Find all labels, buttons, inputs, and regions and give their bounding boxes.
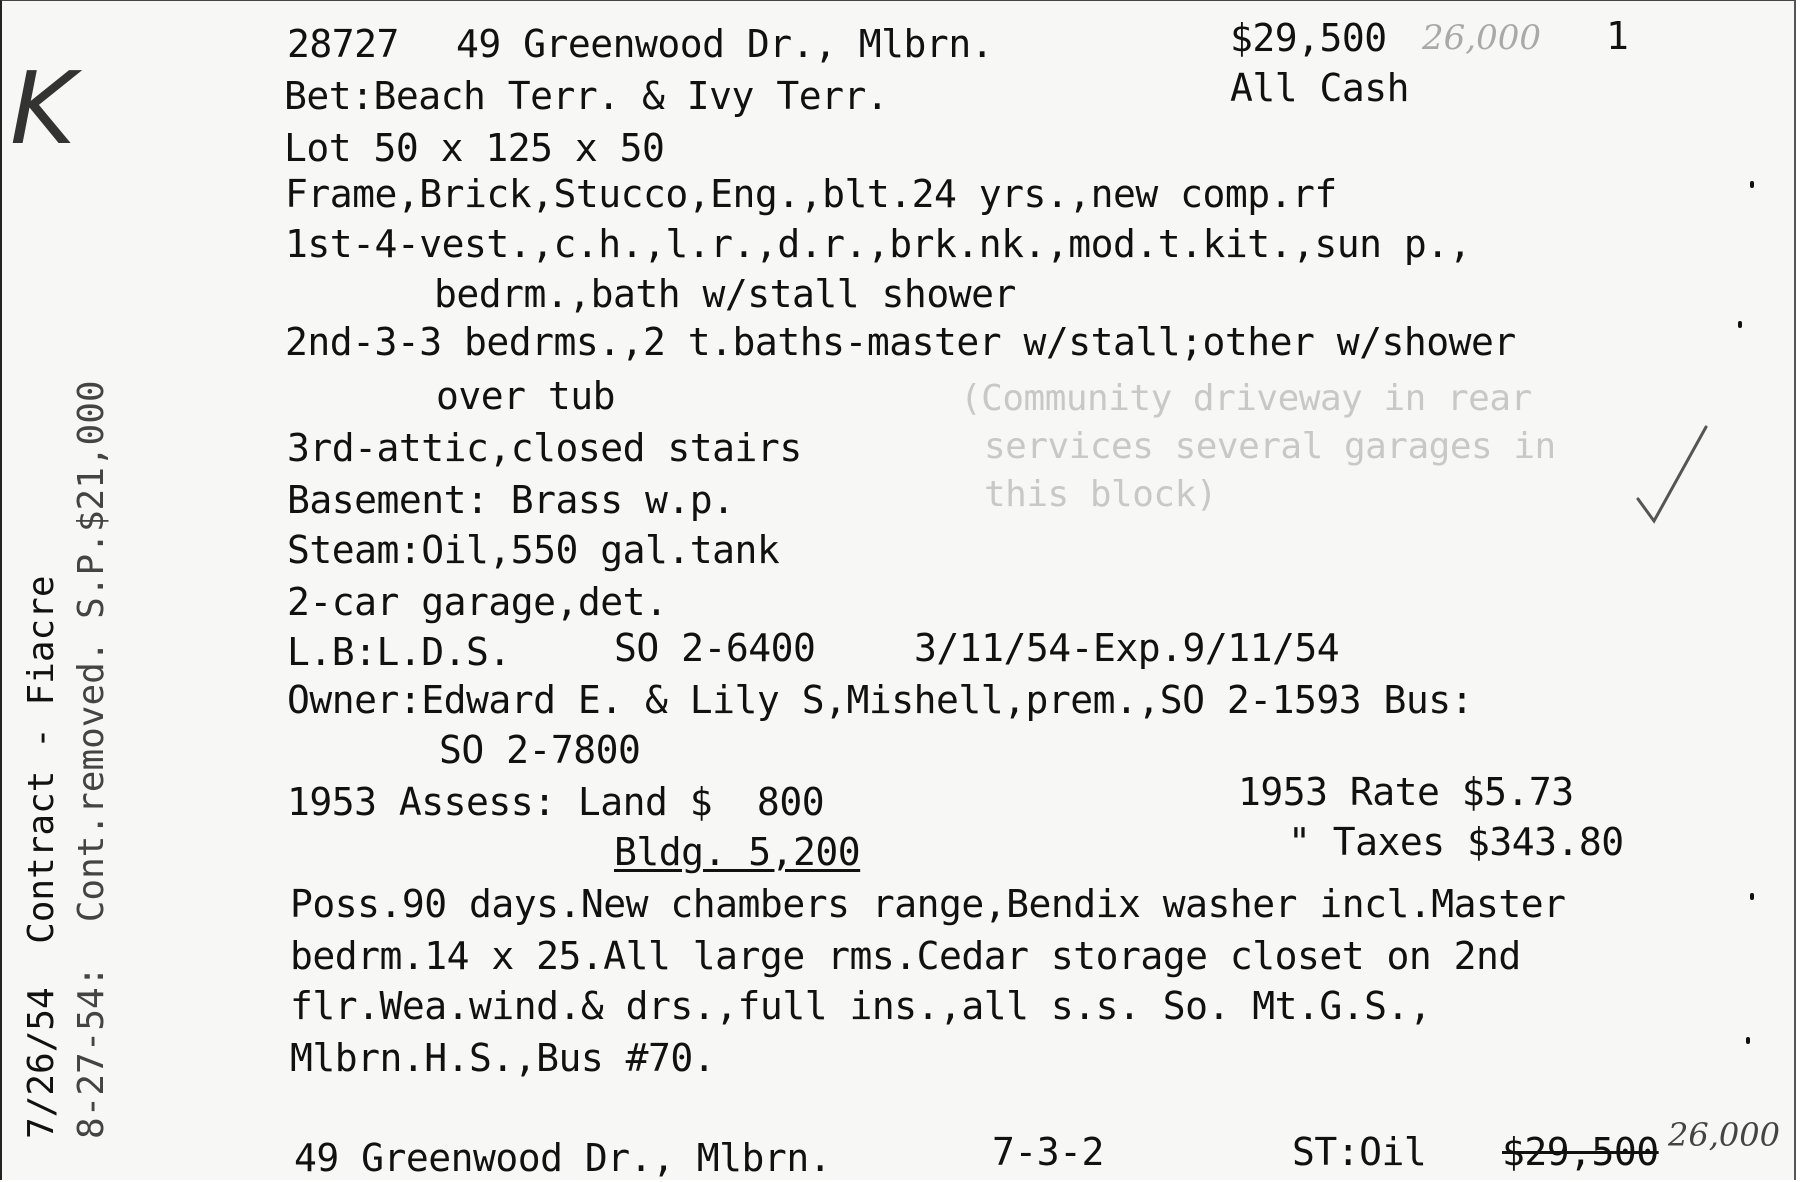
assessment-land: 1953 Assess: Land $ 800: [287, 780, 825, 824]
remarks-line-4: Mlbrn.H.S.,Bus #70.: [290, 1036, 716, 1080]
community-note-line-3: this block): [984, 474, 1217, 515]
taxes: " Taxes $343.80: [1288, 820, 1624, 864]
cross-streets: Bet:Beach Terr. & Ivy Terr.: [284, 74, 889, 118]
footer-price-struck: $29,500: [1502, 1130, 1659, 1174]
card-number: 1: [1606, 14, 1629, 58]
remarks-line-3: flr.Wea.wind.& drs.,full ins.,all s.s. So. Mt.G.S.,: [290, 984, 1432, 1028]
construction: Frame,Brick,Stucco,Eng.,blt.24 yrs.,new comp.rf: [285, 172, 1337, 216]
side-contract-removed-note: 8-27-54: Cont.removed. S.P.$21,000: [71, 380, 112, 1139]
remarks-line-2: bedrm.14 x 25.All large rms.Cedar storage closet on 2nd: [290, 934, 1521, 978]
owner-line-1: Owner:Edward E. & Lily S,Mishell,prem.,SO 2-1593 Bus:: [287, 678, 1474, 722]
community-note-line-1: (Community driveway in rear: [960, 378, 1532, 419]
side-contract-note: 7/26/54 Contract - Fiacre: [21, 575, 62, 1139]
owner-line-2: SO 2-7800: [439, 728, 641, 772]
garage: 2-car garage,det.: [287, 580, 668, 624]
lot-size: Lot 50 x 125 x 50: [284, 126, 665, 170]
listing-broker: L.B:L.D.S.: [287, 630, 511, 674]
first-floor-line-1: 1st-4-vest.,c.h.,l.r.,d.r.,brk.nk.,mod.t.kit.,sun p.,: [285, 222, 1472, 266]
second-floor-line-2: over tub: [436, 374, 616, 418]
asking-price: $29,500: [1230, 16, 1387, 60]
handwritten-k-mark: K: [10, 50, 76, 167]
footer-room-count: 7-3-2: [992, 1130, 1104, 1174]
broker-phone: SO 2-6400: [614, 626, 816, 670]
margin-dot: [1750, 893, 1754, 900]
margin-dot: [1746, 1037, 1750, 1044]
community-note-line-2: services several garages in: [984, 426, 1556, 467]
property-address: 49 Greenwood Dr., Mlbrn.: [456, 22, 994, 66]
third-floor: 3rd-attic,closed stairs: [287, 426, 802, 470]
tax-rate: 1953 Rate $5.73: [1238, 770, 1574, 814]
footer-heating: ST:Oil: [1292, 1130, 1427, 1174]
first-floor-line-2: bedrm.,bath w/stall shower: [434, 272, 1016, 316]
footer-address: 49 Greenwood Dr., Mlbrn.: [294, 1136, 832, 1180]
terms: All Cash: [1230, 66, 1410, 110]
checkmark-icon: [1632, 421, 1712, 531]
basement: Basement: Brass w.p.: [287, 478, 735, 522]
listing-number: 28727: [287, 22, 399, 66]
listing-dates: 3/11/54-Exp.9/11/54: [914, 626, 1340, 670]
footer-revised-price-handwritten: 26,000: [1668, 1116, 1780, 1154]
margin-dot: [1738, 321, 1742, 328]
margin-dot: [1750, 181, 1754, 188]
remarks-line-1: Poss.90 days.New chambers range,Bendix washer incl.Master: [290, 882, 1566, 926]
heating: Steam:Oil,550 gal.tank: [287, 528, 780, 572]
second-floor-line-1: 2nd-3-3 bedrms.,2 t.baths-master w/stall;other w/shower: [285, 320, 1516, 364]
assessment-building: Bldg. 5,200: [614, 830, 861, 874]
revised-price-handwritten: 26,000: [1422, 18, 1541, 58]
